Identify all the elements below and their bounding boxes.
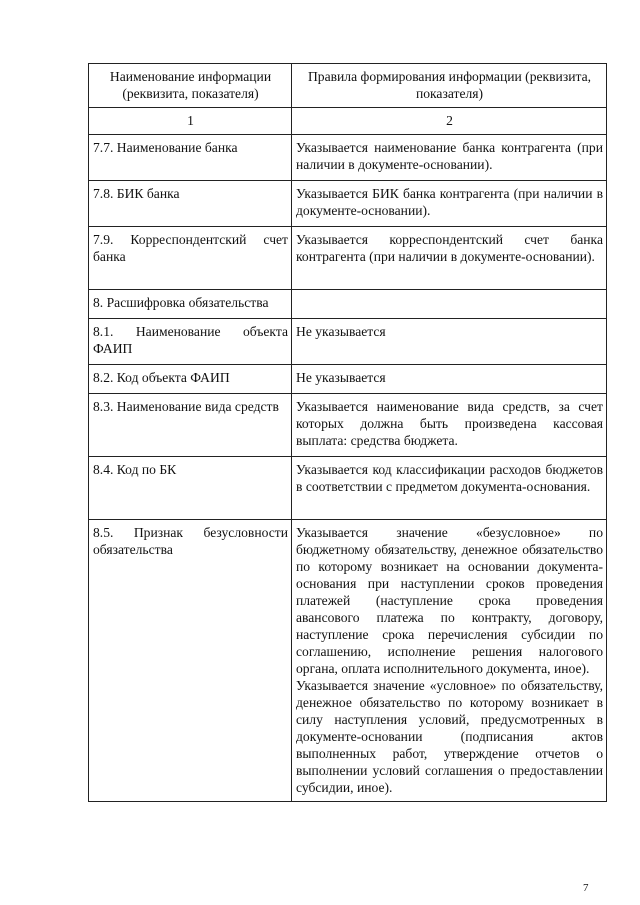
requisites-table	[88, 63, 607, 802]
header-information-name: Наименование информации (реквизита, показателя)	[89, 64, 292, 108]
row-rule-cell	[292, 520, 607, 802]
row-rule	[292, 290, 607, 319]
column-number-1: 1	[89, 108, 292, 135]
row-name: 7.9. Корреспондентский счет банка	[89, 227, 292, 290]
table-row	[89, 394, 607, 457]
table-row	[89, 135, 607, 181]
row-rule: Не указывается	[292, 365, 607, 394]
row-rule: Указывается наименование банка контрагента (при наличии в документе-основании).	[292, 135, 607, 181]
table-row	[89, 365, 607, 394]
row-rule-second: Указывается значение «условное» по обязательству, денежное обязательство по которому возникает в силу наступления условий, предусмотренных в документе-основании (подписания актов выполненных работ, утверждение отчетов о выполнении условий соглашения о предоставлении субсидии, иное).	[296, 678, 603, 795]
table-row	[89, 319, 607, 365]
table-row	[89, 227, 607, 290]
row-name: 7.8. БИК банка	[89, 181, 292, 227]
row-rule: Указывается наименование вида средств, за счет которых должна быть произведена кассовая выплата: средства бюджета.	[292, 394, 607, 457]
row-rule: Указывается БИК банка контрагента (при наличии в документе-основании).	[292, 181, 607, 227]
row-rule: Не указывается	[292, 319, 607, 365]
row-rule: Указывается код классификации расходов бюджетов в соответствии с предметом документа-основания.	[292, 457, 607, 520]
row-rule: Указывается корреспондентский счет банка контрагента (при наличии в документе-основании).	[292, 227, 607, 290]
row-name: 7.7. Наименование банка	[89, 135, 292, 181]
page-number: 7	[583, 882, 589, 894]
row-name: 8.1. Наименование объекта ФАИП	[89, 319, 292, 365]
table-row	[89, 290, 607, 319]
row-name: 8.4. Код по БК	[89, 457, 292, 520]
column-number-row	[89, 108, 607, 135]
table-row	[89, 181, 607, 227]
row-name: 8.2. Код объекта ФАИП	[89, 365, 292, 394]
row-name: 8. Расшифровка обязательства	[89, 290, 292, 319]
row-name: 8.3. Наименование вида средств	[89, 394, 292, 457]
row-rule: Указывается значение «безусловное» по бюджетному обязательству, денежное обязательство по которому возникает на основании документа-основания при наступлении сроков проведения платежей (наступление срока проведения авансового платежа по контракту, договору, наступление срока перечисления субсидии по соглашению, исполнение решения налогового органа, оплата исполнительного документа, иное).	[296, 525, 603, 676]
column-number-2: 2	[292, 108, 607, 135]
table-row	[89, 520, 607, 802]
table-row	[89, 457, 607, 520]
row-name: 8.5. Признак безусловности обязательства	[89, 520, 292, 802]
table-header-row	[89, 64, 607, 108]
header-formation-rules: Правила формирования информации (реквизита, показателя)	[292, 64, 607, 108]
